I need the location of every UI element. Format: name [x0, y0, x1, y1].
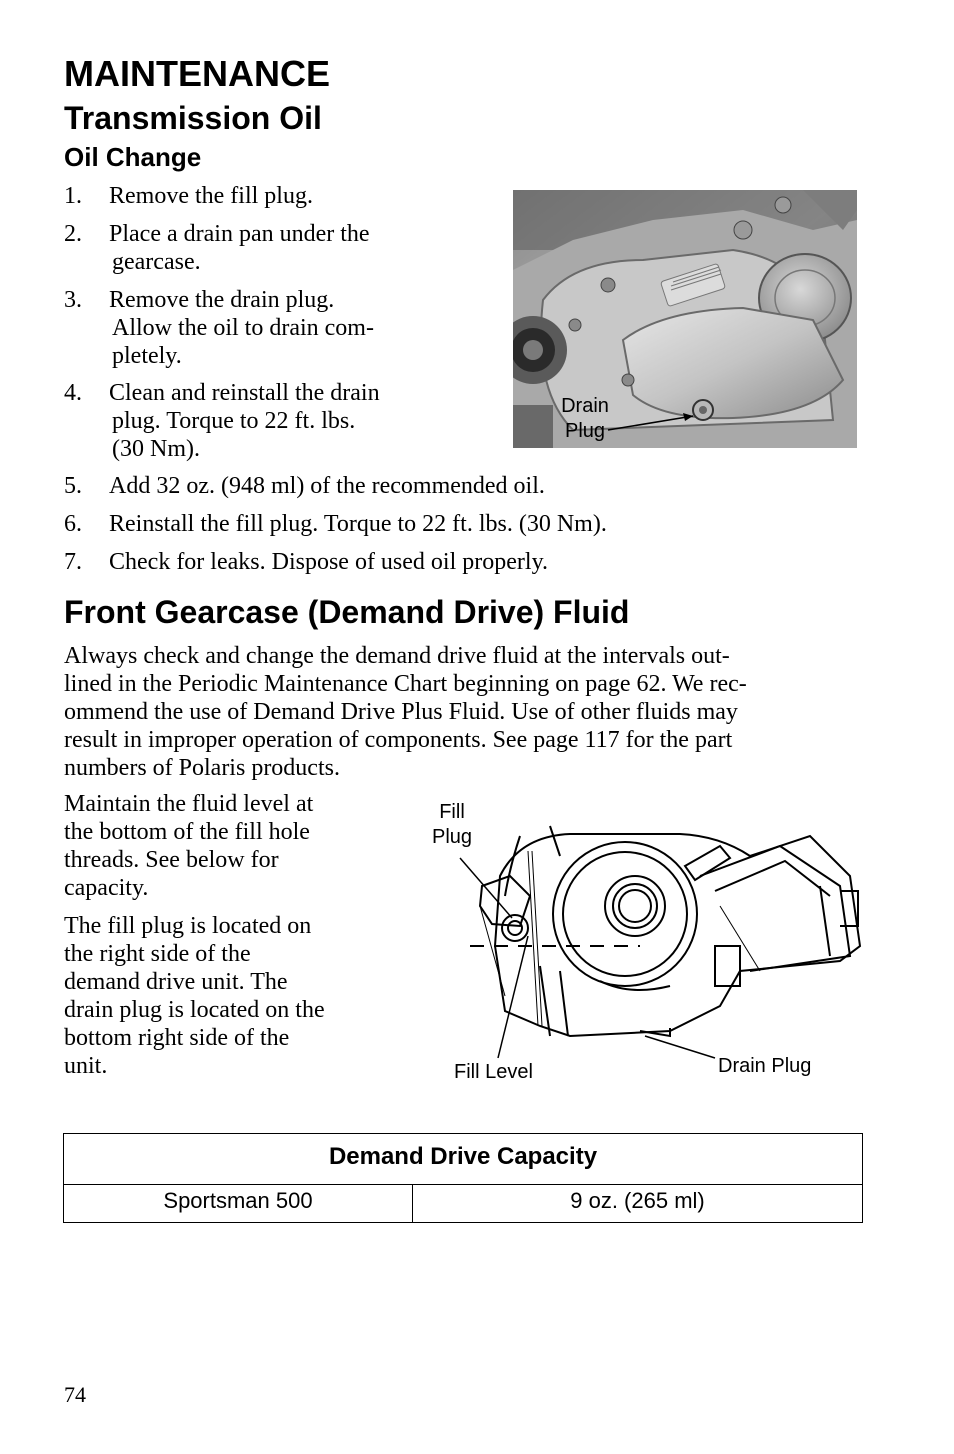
text-line: lined in the Periodic Maintenance Chart beginning on page 62. We rec-: [64, 671, 747, 697]
step-number: 5.: [64, 473, 82, 499]
step-number: 1.: [64, 183, 82, 209]
step-text: Allow the oil to drain com-: [112, 315, 374, 341]
step-text: (30 Nm).: [112, 436, 200, 462]
step-number: 3.: [64, 287, 82, 313]
text-line: threads. See below for: [64, 847, 279, 873]
text-line: the bottom of the fill hole: [64, 819, 310, 845]
step-text: plug. Torque to 22 ft. lbs.: [112, 408, 356, 434]
step-text: Remove the fill plug.: [109, 183, 313, 209]
transmission-photo: [513, 190, 857, 448]
demand-drive-diagram: [420, 796, 870, 1096]
text-line: numbers of Polaris products.: [64, 755, 340, 781]
drain-plug-label: Drain: [561, 395, 609, 417]
subsection-heading: Oil Change: [64, 142, 202, 172]
fill-level-label: Fill Level: [454, 1061, 533, 1083]
text-line: ommend the use of Demand Drive Plus Fluid. Use of other fluids may: [64, 699, 738, 725]
step-number: 2.: [64, 221, 82, 247]
step-text: pletely.: [112, 343, 182, 369]
fill-plug-label: Plug: [431, 826, 473, 848]
intro-paragraph: [64, 642, 747, 782]
step-text: Place a drain pan under the: [109, 221, 370, 247]
step-text: Add 32 oz. (948 ml) of the recommended oil.: [109, 473, 545, 499]
step-text: Clean and reinstall the drain: [109, 380, 380, 406]
text-line: The fill plug is located on: [64, 913, 312, 939]
text-line: result in improper operation of components. See page 117 for the part: [64, 727, 733, 753]
step-number: 6.: [64, 511, 82, 537]
drain-plug-label: Plug: [564, 420, 606, 442]
capacity-table: [63, 1133, 863, 1223]
text-line: bottom right side of the: [64, 1025, 290, 1051]
step-text: Check for leaks. Dispose of used oil properly.: [109, 549, 549, 575]
step-text: Remove the drain plug.: [109, 287, 335, 313]
page-title: Transmission Oil: [64, 100, 322, 136]
text-line: the right side of the: [64, 941, 251, 967]
text-line: Always check and change the demand drive fluid at the intervals out-: [64, 643, 730, 669]
fill-plug-label: Fill: [439, 801, 465, 823]
text-line: Maintain the fluid level at: [64, 791, 314, 817]
step-number: 4.: [64, 380, 82, 406]
section-title: Front Gearcase (Demand Drive) Fluid: [64, 594, 630, 630]
text-line: demand drive unit. The: [64, 969, 288, 995]
model-cell: Sportsman 500: [64, 1185, 413, 1222]
step-text: gearcase.: [112, 249, 201, 275]
table-title: Demand Drive Capacity: [64, 1134, 862, 1185]
section-heading: MAINTENANCE: [64, 53, 330, 94]
text-line: drain plug is located on the: [64, 997, 325, 1023]
step-text: Reinstall the fill plug. Torque to 22 ft. lbs. (30 Nm).: [109, 511, 607, 537]
text-line: capacity.: [64, 875, 149, 901]
drain-plug-label: Drain Plug: [718, 1055, 812, 1077]
capacity-cell: 9 oz. (265 ml): [570, 1188, 705, 1213]
step-number: 7.: [64, 549, 82, 575]
fluid-level-paragraph: [64, 790, 313, 902]
plug-location-paragraph: [64, 912, 325, 1080]
table-row: [64, 1185, 862, 1222]
page-number: 74: [64, 1382, 86, 1407]
text-line: unit.: [64, 1053, 108, 1079]
